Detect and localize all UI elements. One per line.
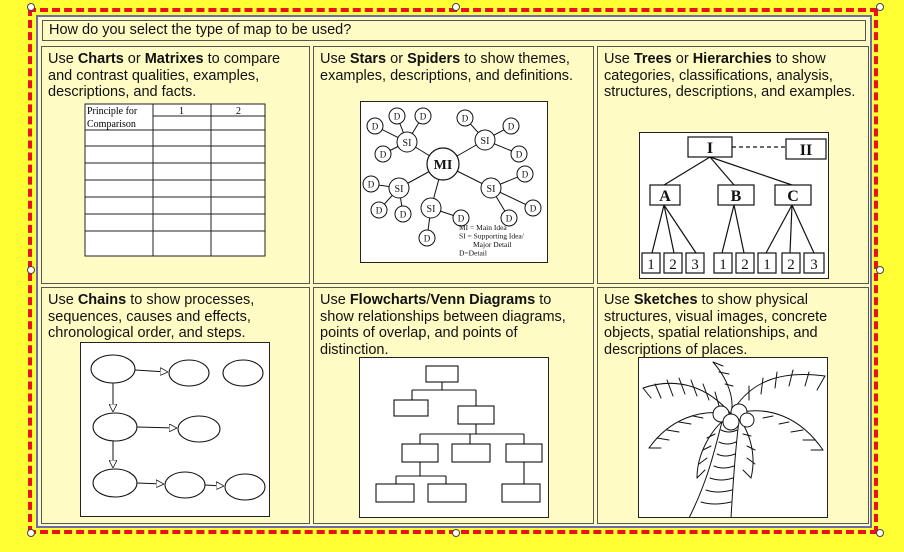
- resize-handle-top-right[interactable]: [876, 3, 884, 11]
- spider-svg: [361, 102, 548, 263]
- palm-tree-sketch: [638, 357, 828, 518]
- cell-sketches-text: Use Sketches to show physical structures, visual images, concrete objects, spatial relationships, and descriptions of places.: [604, 292, 828, 358]
- tree-svg: [640, 133, 829, 279]
- spider-center-label: MI: [433, 158, 453, 173]
- matrix-col1: 1: [179, 106, 184, 117]
- resize-handle-bottom-left[interactable]: [27, 529, 35, 537]
- tree-leaf: 2: [741, 257, 749, 273]
- palm-tree-svg: [639, 358, 828, 518]
- cell-sketches: [597, 287, 869, 524]
- tree-branch-c: C: [787, 188, 799, 205]
- cell-flowcharts: [313, 287, 594, 524]
- tree-leaf: 2: [669, 257, 677, 273]
- tree-leaf: 1: [647, 257, 655, 273]
- spider-detail-label: D: [529, 203, 537, 214]
- tree-figure: [639, 132, 829, 279]
- spider-legend-line: Major Detail: [473, 240, 512, 249]
- spider-detail-label: D: [399, 209, 407, 220]
- spider-detail-label: D: [457, 213, 465, 224]
- tree-leaf: 1: [719, 257, 727, 273]
- tree-leaf: 1: [763, 257, 771, 273]
- tree-root2-label: II: [799, 142, 813, 159]
- spider-detail-label: D: [515, 149, 523, 160]
- spider-detail-label: D: [507, 121, 515, 132]
- spider-support-label: SI: [402, 138, 412, 149]
- cell-chains-text: Use Chains to show processes, sequences, causes and effects, chronological order, and steps.: [48, 292, 255, 341]
- resize-handle-top-left[interactable]: [27, 3, 35, 11]
- spider-detail-label: D: [379, 149, 387, 160]
- tree-branch-a: A: [659, 188, 671, 205]
- spider-legend-line: D=Detail: [459, 248, 487, 258]
- spider-detail-label: D: [371, 121, 379, 132]
- spider-legend-line: MI = Main Idea: [459, 223, 507, 232]
- spider-detail-label: D: [367, 179, 375, 190]
- spider-detail-label: D: [423, 233, 431, 244]
- flowchart-figure: [359, 357, 549, 518]
- cell-trees-text: Use Trees or Hierarchies to show categories, classifications, analysis, structures, descriptions, and examples.: [604, 51, 856, 100]
- resize-handle-middle-right[interactable]: [876, 266, 884, 274]
- resize-handle-middle-left[interactable]: [27, 266, 35, 274]
- cell-flowcharts-text: Use Flowcharts/Venn Diagrams to show relationships between diagrams, points of overlap, and points of distinction.: [320, 292, 566, 358]
- chain-svg: [81, 343, 270, 517]
- spider-detail-label: D: [461, 113, 469, 124]
- spider-support-label: SI: [486, 184, 496, 195]
- matrix-figure: [81, 102, 267, 258]
- resize-handle-bottom-center[interactable]: [452, 529, 460, 537]
- cell-charts-text: Use Charts or Matrixes to compare and contrast qualities, examples, descriptions, and facts.: [48, 51, 281, 100]
- spider-support-label: SI: [426, 204, 436, 215]
- spider-legend-line: SI = Supporting Idea/: [459, 231, 524, 241]
- tree-leaf: 2: [787, 257, 795, 273]
- spider-figure: [360, 101, 548, 263]
- cell-stars: [313, 46, 594, 284]
- resize-handle-top-center[interactable]: [452, 3, 460, 11]
- spider-support-label: SI: [394, 184, 404, 195]
- spider-detail-label: D: [505, 213, 513, 224]
- spider-detail-label: D: [375, 205, 383, 216]
- matrix-col2: 2: [236, 106, 241, 117]
- tree-leaf: 3: [691, 257, 699, 273]
- cell-charts: [41, 46, 310, 284]
- tree-branch-b: B: [730, 188, 742, 205]
- spider-detail-label: D: [419, 111, 427, 122]
- matrix-header-line1: Principle for: [87, 106, 138, 117]
- resize-handle-bottom-right[interactable]: [876, 529, 884, 537]
- cell-trees: [597, 46, 869, 284]
- question-heading: How do you select the type of map to be used?: [42, 20, 866, 41]
- matrix-svg: [81, 102, 267, 258]
- cell-stars-text: Use Stars or Spiders to show themes, examples, descriptions, and definitions.: [320, 51, 574, 84]
- flowchart-svg: [360, 358, 549, 518]
- spider-detail-label: D: [521, 169, 529, 180]
- spider-support-label: SI: [480, 136, 490, 147]
- tree-leaf: 3: [810, 257, 818, 273]
- cell-chains: [41, 287, 310, 524]
- tree-root-label: I: [706, 140, 714, 157]
- spider-detail-label: D: [393, 111, 401, 122]
- chain-figure: [80, 342, 270, 517]
- matrix-header-line2: Comparison: [87, 119, 136, 130]
